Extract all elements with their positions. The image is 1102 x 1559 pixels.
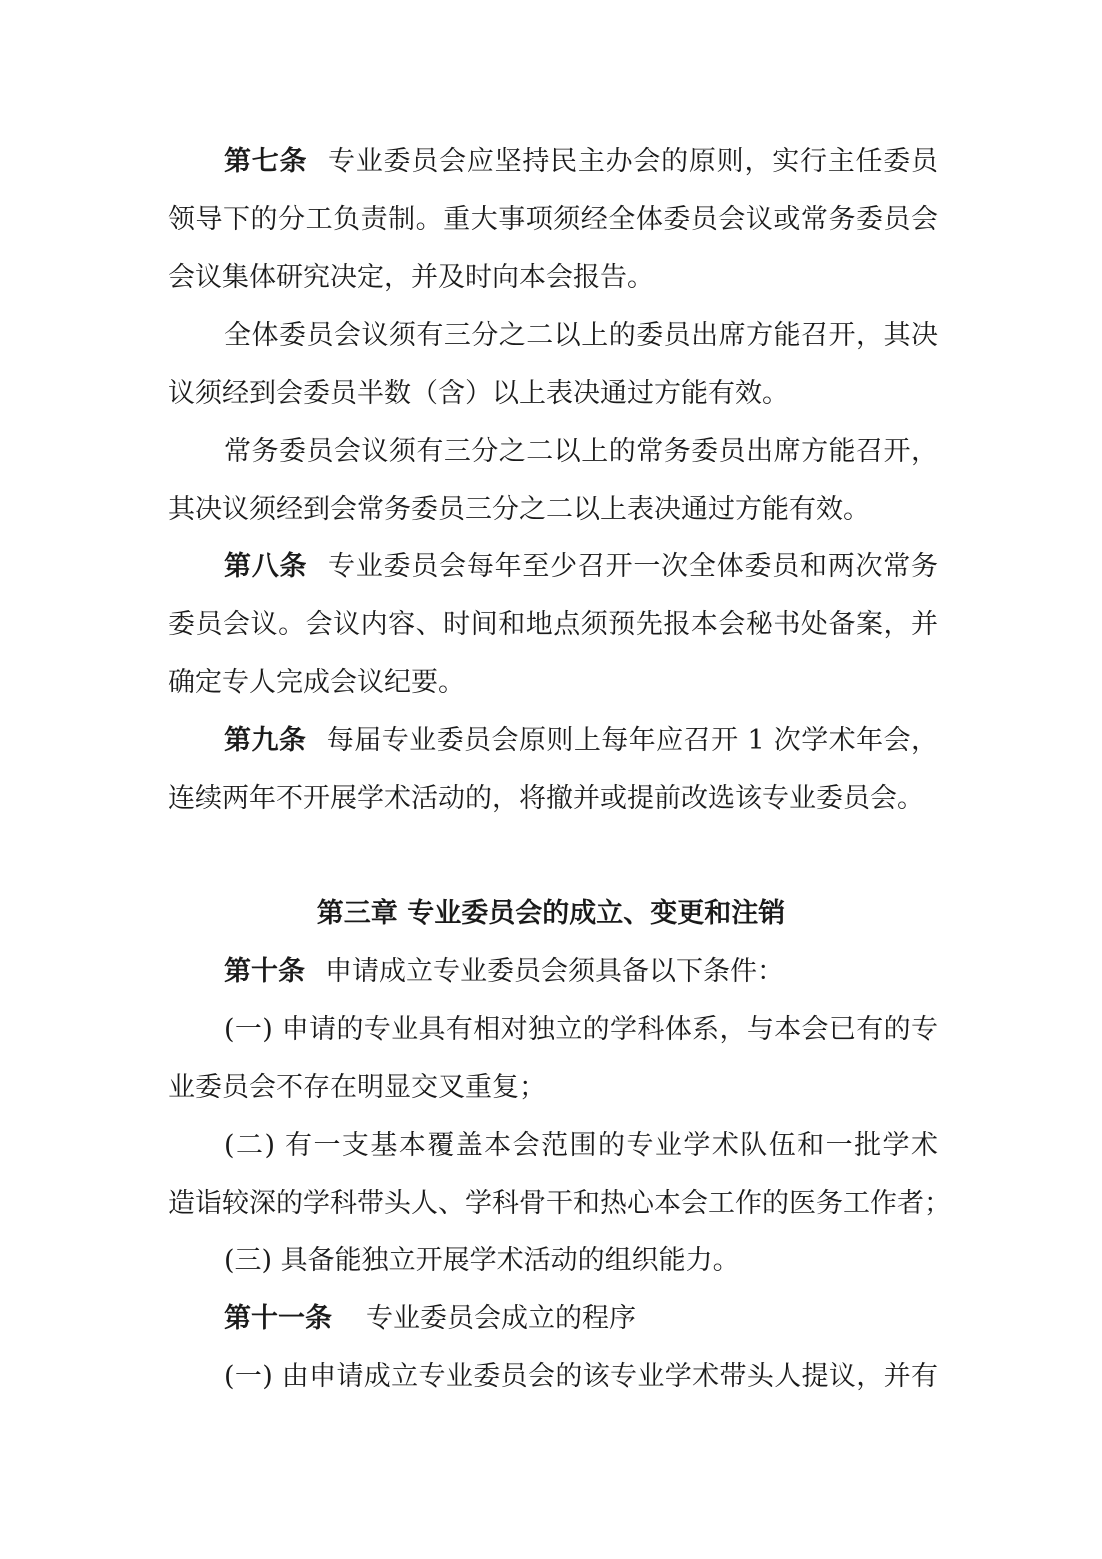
article-10-label: 第十条	[224, 956, 305, 987]
standing-meeting-line-2: 其决议须经到会常务委员三分之二以上表决通过方能有效。	[168, 494, 870, 525]
article-8-line-1	[224, 547, 938, 587]
article-10-clause-1-line-1: (一) 申请的专业具有相对独立的学科体系，与本会已有的专	[224, 1014, 938, 1045]
article-10-clause-3-line-1: (三) 具备能独立开展学术活动的组织能力。	[224, 1245, 740, 1276]
article-8-line-3: 确定专人完成会议纪要。	[168, 667, 465, 698]
standing-meeting-line-1: 常务委员会议须有三分之二以上的常务委员出席方能召开，	[224, 436, 938, 467]
article-11-clause-1-line-1: (一) 由申请成立专业委员会的该专业学术带头人提议，并有	[224, 1361, 938, 1392]
article-7-line-3: 会议集体研究决定，并及时向本会报告。	[168, 262, 654, 293]
article-8-line-2: 委员会议。会议内容、时间和地点须预先报本会秘书处备案，并	[168, 609, 938, 640]
article-11-label: 第十一条	[224, 1303, 332, 1334]
full-meeting-line-2: 议须经到会委员半数（含）以上表决通过方能有效。	[168, 378, 789, 409]
article-9-label: 第九条	[224, 725, 307, 756]
article-10-clause-1-line-2: 业委员会不存在明显交叉重复；	[168, 1072, 546, 1103]
article-10-line-1	[224, 952, 938, 992]
article-7-line-1	[224, 142, 938, 182]
chapter-3-title: 第三章 专业委员会的成立、变更和注销	[316, 898, 786, 929]
article-8-text-1: 专业委员会每年至少召开一次全体委员和两次常务	[327, 551, 939, 582]
full-meeting-line-1: 全体委员会议须有三分之二以上的委员出席方能召开，其决	[224, 320, 938, 351]
article-9-line-2: 连续两年不开展学术活动的，将撤并或提前改选该专业委员会。	[168, 783, 924, 814]
article-11-line-1	[224, 1299, 938, 1339]
article-10-clause-2-line-1: (二) 有一支基本覆盖本会范围的专业学术队伍和一批学术	[224, 1130, 938, 1161]
article-9-line-1	[224, 721, 938, 761]
article-7-text-1: 专业委员会应坚持民主办会的原则，实行主任委员	[327, 146, 939, 177]
article-10-clause-2-line-2: 造诣较深的学科带头人、学科骨干和热心本会工作的医务工作者；	[168, 1188, 951, 1219]
article-9-text-1: 每届专业委员会原则上每年应召开 1 次学术年会，	[326, 725, 939, 756]
article-7-line-2: 领导下的分工负责制。重大事项须经全体委员会议或常务委员会	[168, 204, 938, 235]
article-11-text-1: 专业委员会成立的程序	[366, 1303, 636, 1334]
article-8-label: 第八条	[224, 551, 308, 582]
article-7-label: 第七条	[224, 146, 308, 177]
article-10-text-1: 申请成立专业委员会须具备以下条件：	[325, 956, 784, 987]
